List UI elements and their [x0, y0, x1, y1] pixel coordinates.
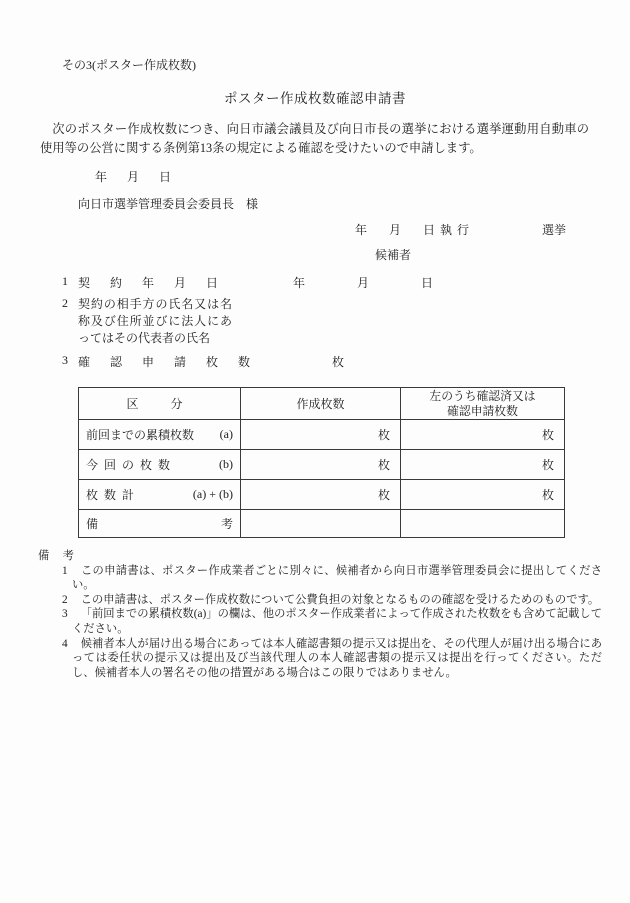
header-cell-made: 作成枚数 [241, 388, 401, 420]
confirmed-count-cell [401, 510, 565, 538]
candidate-label: 候補者 [375, 248, 412, 262]
item-number: 2 [62, 296, 68, 310]
row-suffix: (a) [219, 427, 233, 441]
confirmed-count-cell: 枚 [401, 420, 565, 450]
request-count-unit: 枚 [332, 355, 345, 369]
header-confirmed-line1: 左のうち確認済又は [429, 389, 536, 403]
made-count-cell [241, 510, 401, 538]
item-number: 3 [62, 353, 68, 367]
item-label: 確認申請枚数 [78, 355, 271, 369]
item-label: 契約の相手方の氏名又は名称及び住所並びに法人にあってはその代表者の氏名 [78, 297, 232, 345]
row-label: 枚数計 [86, 488, 141, 502]
note-item [62, 564, 602, 593]
note-number: 2 [62, 593, 68, 606]
table-row-current [79, 450, 565, 480]
table-row-cumulative [79, 420, 565, 450]
note-text: 「前回までの累積枚数(a)」の欄は、他のポスター作成業者によって作成された枚数をも含めて記載してください。 [72, 608, 602, 635]
note-text: この申請書は、ポスター作成枚数について公費負担の対象となるものの確認を受けるためのものです。 [80, 593, 600, 606]
made-count-cell: 枚 [241, 450, 401, 480]
notes-heading: 備 考 [38, 550, 75, 562]
application-date-blank: 年 月 日 [95, 170, 176, 184]
addressee-line: 向日市選挙管理委員会委員長 様 [78, 197, 259, 211]
confirmed-count-cell: 枚 [401, 480, 565, 510]
table-header-row [79, 388, 565, 420]
row-suffix: (b) [219, 457, 233, 471]
note-number: 3 [62, 608, 68, 621]
row-label: 前回までの累積枚数 [86, 428, 195, 442]
execution-date-line [355, 221, 566, 238]
poster-count-table [78, 387, 565, 538]
table-row-total [79, 480, 565, 510]
note-number: 4 [62, 637, 68, 650]
made-count-cell: 枚 [241, 480, 401, 510]
note-item [62, 637, 602, 681]
note-item [62, 607, 602, 636]
notes-section [38, 549, 602, 680]
note-text: この申請書は、ポスター作成業者ごとに別々に、候補者から向日市選挙管理委員会に提出してください。 [72, 564, 602, 592]
confirmed-count-cell: 枚 [401, 450, 565, 480]
document-title: ポスター作成枚数確認申請書 [224, 91, 406, 106]
intro-paragraph: 次のポスター作成枚数につき、向日市議会議員及び向日市長の選挙における選挙運動用自動車の使用等の公営に関する条例第13条の規定による確認を受けたいので申請します。 [40, 122, 589, 155]
header-confirmed-line2: 確認申請枚数 [447, 403, 518, 418]
row-label: 備 [86, 517, 99, 531]
table-row-remarks [79, 510, 565, 538]
row-suffix: (a) + (b) [192, 487, 233, 501]
header-cell-category: 区 分 [79, 388, 241, 420]
row-suffix: 考 [220, 517, 233, 531]
header-cell-confirmed [401, 388, 565, 420]
note-number: 1 [62, 564, 68, 577]
execution-date-blank: 年 月 日執行 [355, 223, 475, 237]
note-text: 候補者本人が届け出る場合にあっては本人確認書類の提示又は提出を、その代理人が届け出る場合にあっては委任状の提示又は提出及び当該代理人の本人確認書類の提示又は提出を行ってください。ただし、候補者本人の署名その他の措置がある場合はこの限りではありません。 [72, 637, 602, 679]
made-count-cell: 枚 [241, 420, 401, 450]
item-number: 1 [62, 274, 68, 288]
corner-label: その3(ポスター作成枚数) [62, 58, 196, 72]
contract-date-blank: 年 月 日 [293, 276, 454, 290]
row-label: 今回の枚数 [86, 458, 177, 472]
election-suffix: 選挙 [541, 223, 566, 237]
note-item [62, 593, 602, 608]
item-label: 契約年月日 [78, 276, 239, 290]
